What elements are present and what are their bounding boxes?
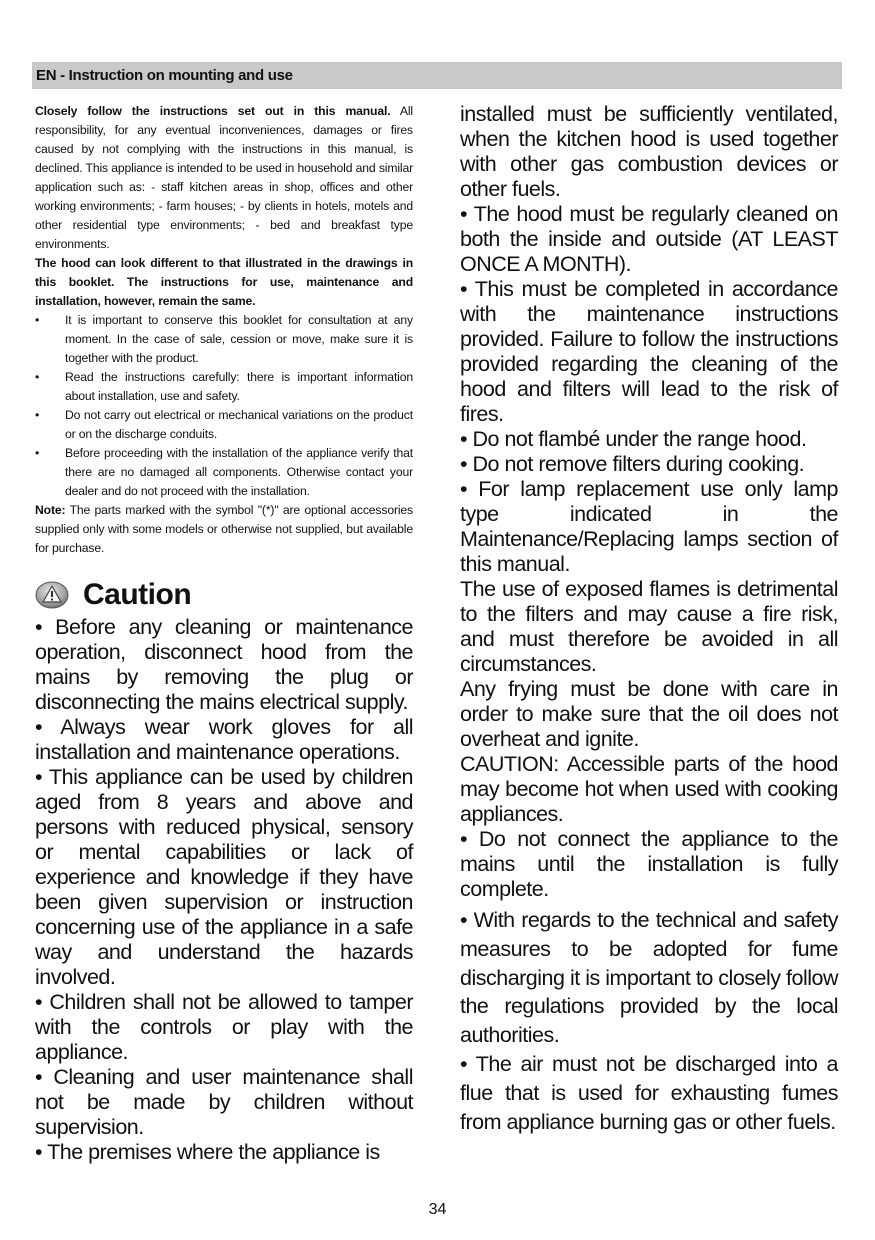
- caution-title: Caution: [83, 578, 192, 611]
- bullet-marker: •: [35, 370, 40, 384]
- caution-paragraph: • Always wear work gloves for all installation and maintenance operations.: [35, 715, 413, 764]
- bullet-marker: •: [35, 313, 40, 327]
- appearance-notice: [35, 254, 413, 311]
- caution-paragraph: • For lamp replacement use only lamp type indicated in the Maintenance/Replacing lamps section of this manual.: [460, 477, 838, 576]
- caution-paragraph: • Do not flambé under the range hood.: [460, 427, 807, 451]
- warning-icon: [35, 581, 69, 609]
- note-paragraph: [35, 501, 413, 558]
- section-title: EN - Instruction on mounting and use: [36, 67, 293, 84]
- right-column: [460, 102, 838, 1136]
- list-item: [35, 444, 413, 501]
- caution-paragraph: • The hood must be regularly cleaned on both the inside and outside (AT LEAST ONCE A MONTH).: [460, 202, 838, 276]
- caution-paragraph: • Do not connect the appliance to the mains until the installation is fully complete.: [460, 827, 838, 901]
- page-number: 34: [428, 1201, 447, 1218]
- caution-paragraph: • This appliance can be used by children aged from 8 years and above and persons with reduced physical, sensory or mental capabilities or lack of experience and knowledge if they have been given supervision or instruction concerning use of the appliance in a safe way and understand the hazards involved.: [35, 765, 413, 989]
- list-item: [35, 406, 413, 444]
- section-header: [32, 62, 842, 89]
- caution-left-text: [35, 615, 413, 1165]
- caution-paragraph: Any frying must be done with care in order to make sure that the oil does not overheat and ignite.: [460, 677, 838, 751]
- intro-text: All responsibility, for any eventual inconveniences, damages or fires caused by not complying with the instructions in this manual, is declined. This appliance is intended to be used in household and similar application such as: - staff kitchen areas in shop, offices and other working environments; - farm houses; - by clients in hotels, motels and other residential type environments; - bed and breakfast type environments.: [35, 104, 413, 251]
- caution-heading: [35, 575, 413, 615]
- bullet-marker: •: [35, 446, 40, 460]
- caution-paragraph: CAUTION: Accessible parts of the hood may become hot when used with cooking appliances.: [460, 752, 838, 826]
- intro-bullet-list: [35, 311, 413, 501]
- caution-right-text: [460, 102, 838, 902]
- caution-paragraph: installed must be sufficiently ventilated, when the kitchen hood is used together with other gas combustion devices or other fuels.: [460, 102, 838, 201]
- list-item-text: It is important to conserve this booklet for consultation at any moment. In the case of sale, cession or move, make sure it is together with the product.: [65, 313, 413, 365]
- list-item: [35, 311, 413, 368]
- caution-paragraph: • The premises where the appliance is: [35, 1140, 380, 1164]
- caution-paragraph: • This must be completed in accordance with the maintenance instructions provided. Failure to follow the instructions provided regarding the cleaning of the hood and filters will lead to the risk of fires.: [460, 277, 838, 426]
- appearance-notice-text: The hood can look different to that illustrated in the drawings in this booklet. The instructions for use, maintenance and installation, however, remain the same.: [35, 256, 413, 308]
- caution-paragraph: • Do not remove filters during cooking.: [460, 452, 805, 476]
- list-item-text: Do not carry out electrical or mechanical variations on the product or on the discharge conduits.: [65, 408, 413, 441]
- list-item: [35, 368, 413, 406]
- note-label: Note:: [35, 503, 66, 517]
- intro-section: [35, 102, 413, 558]
- list-item-text: Before proceeding with the installation of the appliance verify that there are no damaged all components. Otherwise contact your dealer and do not proceed with the installation.: [65, 446, 413, 498]
- note-text: The parts marked with the symbol "(*)" are optional accessories supplied only with some models or otherwise not supplied, but available for purchase.: [35, 503, 413, 555]
- caution-paragraph: • Before any cleaning or maintenance operation, disconnect hood from the mains by removing the plug or disconnecting the mains electrical supply.: [35, 615, 413, 714]
- caution-paragraph: • Children shall not be allowed to tamper with the controls or play with the appliance.: [35, 990, 413, 1064]
- caution-paragraph: • Cleaning and user maintenance shall not be made by children without supervision.: [35, 1065, 413, 1139]
- intro-bold-lead: Closely follow the instructions set out in this manual.: [35, 104, 391, 118]
- caution-paragraph: • With regards to the technical and safety measures to be adopted for fume discharging it is important to closely follow the regulations provided by the local authorities.: [460, 908, 838, 1048]
- list-item-text: Read the instructions carefully: there is important information about installation, use and safety.: [65, 370, 413, 403]
- bullet-marker: •: [35, 408, 40, 422]
- caution-paragraph: • The air must not be discharged into a flue that is used for exhausting fumes from appliance burning gas or other fuels.: [460, 1051, 838, 1134]
- intro-paragraph: [35, 102, 413, 254]
- caution-right-spaced-text: [460, 906, 838, 1136]
- caution-paragraph: The use of exposed flames is detrimental to the filters and may cause a fire risk, and must therefore be avoided in all circumstances.: [460, 577, 838, 676]
- left-column: [35, 102, 413, 1165]
